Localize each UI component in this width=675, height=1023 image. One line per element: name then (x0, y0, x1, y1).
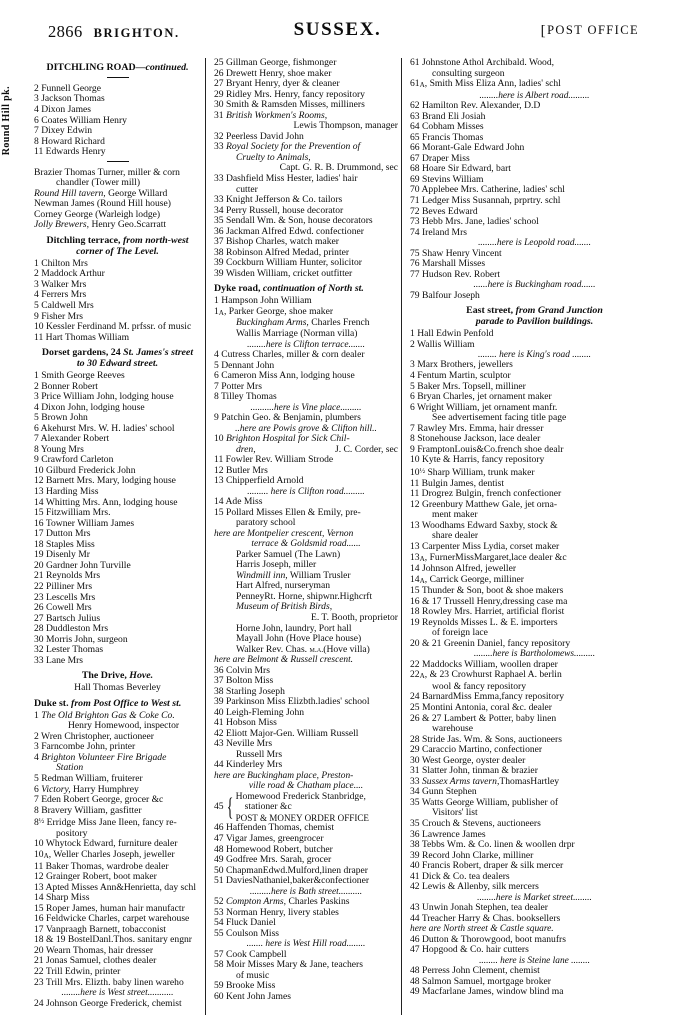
section-label: POST OFFICE (547, 23, 639, 37)
directory-entry: 12 Butler Mrs (214, 464, 268, 476)
directory-entry: 49 Macfarlane James, window blind ma (410, 986, 564, 998)
brace-number: 45 (214, 801, 224, 813)
entry-continuation: of foreign lace (432, 627, 488, 639)
here-is-marker: ........here is Market street........ (477, 892, 592, 903)
directory-entry: 19 Reynolds Misses L. & E. importers (410, 616, 558, 628)
street-heading: Dyke road, continuation of North st. (214, 283, 364, 295)
directory-entry: 11 Edwards Henry (34, 146, 106, 158)
directory-entry: 11 Fowler Rev. William Strode (214, 454, 334, 466)
here-is-marker: here are North street & Castle square. (410, 924, 554, 935)
directory-entry: 15 Pollard Misses Ellen & Emily, pre- (214, 506, 361, 518)
directory-entry-unnumbered: Wallis Marriage (Norman villa) (236, 328, 358, 340)
entry-continuation: warehouse (432, 723, 474, 735)
side-tag-round-hill-pk: Round Hill pk. (1, 86, 12, 156)
directory-entry: Round Hill tavern, George Willard (34, 187, 168, 199)
directory-entry: 7 Potter Mrs (214, 380, 262, 392)
directory-entry: $8^{\frac{1}{2}}$ Erridge Miss Jane Ileen, fancy re- (34, 816, 177, 829)
directory-entry-unnumbered: PenneyRt. Horne, shipwnr.Highcrft (236, 590, 373, 602)
directory-entry: 60 Kent John James (214, 990, 292, 1002)
directory-entry: 19 Disenly Mr (34, 549, 90, 561)
street-heading: Ditchling terrace, from north-west corner of The Level. (46, 235, 189, 257)
directory-entry: 11 Bulgin James, dentist (410, 477, 504, 489)
directory-entry: 5 Dennant John (214, 359, 275, 371)
directory-entry: 8 Howard Richard (34, 135, 105, 147)
entry-continuation: consulting surgeon (432, 67, 505, 79)
directory-entry: 33 Knight Jefferson & Co. tailors (214, 194, 343, 206)
entry-attribution: E. T. Booth, proprietor (310, 611, 398, 623)
brace-glyph: { (226, 794, 233, 822)
directory-entry: 6 Victory, Harry Humphrey (34, 783, 139, 795)
directory-entry: 9 Fisher Mrs (34, 310, 84, 322)
directory-entry: 4 Dixon John, lodging house (34, 401, 145, 413)
directory-entry: 31 Slatter John, tinman & brazier (410, 765, 538, 777)
directory-entry: 30 West George, oyster dealer (410, 754, 526, 766)
directory-entry: 2 Wallis William (410, 338, 475, 350)
brace-line: POST & MONEY ORDER OFFICE (235, 812, 369, 823)
directory-entry: 8 Young Mrs (34, 443, 84, 455)
directory-entry: 38 Robinson Alfred Medad, printer (214, 246, 350, 258)
directory-entry: 14 Johnson Alfred, jeweller (410, 563, 517, 575)
directory-entry: 1 Smith George Reeves (34, 370, 125, 382)
entry-continuation: Station (56, 762, 84, 774)
here-is-marker: ......... here is Clifton road......... (247, 486, 365, 497)
directory-entry: 29 Ridley Mrs. Henry, fancy repository (214, 88, 365, 100)
directory-entry: 13 Apted Misses Ann&Henrietta, day schl (34, 881, 197, 893)
here-is-marker: ........here is Leopold road....... (478, 238, 591, 249)
entry-continuation: cutter (236, 183, 258, 195)
directory-entry: 40 Leigh-Fleming John (214, 706, 305, 718)
directory-entry: 62 Hamilton Rev. Alexander, D.D (410, 100, 541, 112)
directory-entry: 22 Pilliner Mrs (34, 580, 93, 592)
running-head-county: SUSSEX. (293, 19, 382, 40)
directory-entry: 39 Wisden William, cricket outfitter (214, 267, 353, 279)
entry-continuation: share dealer (432, 530, 479, 542)
directory-entry-unnumbered: Buckingham Arms, Charles French (236, 317, 370, 329)
directory-entry: 18 & 19 BostelDanl.Thos. sanitary engnr (34, 934, 193, 946)
directory-entry: 14A, Carrick George, milliner (410, 573, 524, 585)
directory-entry: 3 Farncombe John, printer (34, 741, 136, 753)
directory-entry: 69 Stevins William (410, 173, 484, 185)
directory-entry: 6 Bryan Charles, jet ornament maker (410, 391, 552, 403)
directory-entry: 66 Morant-Gale Edward John (410, 142, 525, 154)
directory-entry: 14 Ade Miss (214, 496, 263, 508)
directory-entry: 14 Whitting Mrs. Ann, lodging house (34, 496, 178, 508)
directory-entry: 76 Marshall Misses (410, 258, 486, 270)
directory-entry-unnumbered: Walker Rev. Chas. m.a.(Hove villa) (236, 643, 370, 655)
directory-entry: 32 Peerless David John (214, 130, 304, 142)
directory-entry: 7 Alexander Robert (34, 433, 110, 445)
directory-entry: 12 Barnett Mrs. Mary, lodging house (34, 475, 176, 487)
directory-entry: 68 Hoare Sir Edward, bart (410, 163, 511, 175)
entry-continuation: pository (56, 827, 88, 839)
directory-entry: 43 Neville Mrs (214, 738, 273, 750)
directory-entry: 10 Whytock Edward, furniture dealer (34, 838, 178, 850)
directory-entry: 8 Tilley Thomas (214, 391, 277, 403)
directory-entry: 48 Salmon Samuel, mortgage broker (410, 975, 551, 987)
directory-entry: 35 Sendall Wm. & Son, house decorators (214, 215, 373, 227)
here-is-marker: terrace & Goldsmid road...... (251, 539, 361, 550)
here-is-marker: here are Belmont & Russell crescent. (214, 655, 354, 666)
directory-entry: 8 Bravery William, gasfitter (34, 804, 142, 816)
directory-entry: 10 Kessler Ferdinand M. prfssr. of music (34, 321, 192, 333)
directory-entry: 41 Dick & Co. tea dealers (410, 870, 510, 882)
directory-entry: 17 Dutton Mrs (34, 528, 91, 540)
brace-group (214, 792, 398, 824)
directory-entry: 1A, Parker George, shoe maker (214, 305, 334, 317)
entry-continuation: ment maker (432, 509, 478, 521)
here-is-marker: here are Buckingham place, Preston- (214, 771, 354, 782)
directory-entry: 15 Fitzwilliam Mrs. (34, 507, 111, 519)
directory-entry: 8 Stonehouse Jackson, lace dealer (410, 433, 541, 445)
directory-entry: 9 Patchin Geo. & Benjamin, plumbers (214, 412, 361, 424)
directory-entry: 20 & 21 Greenin Daniel, fancy repository (410, 637, 571, 649)
directory-entry: 12 Greenbury Matthew Gale, jet orna- (410, 498, 558, 510)
directory-entry-unnumbered: Hart Alfred, nurseryman (236, 580, 331, 592)
directory-entry: 5 Caldwell Mrs (34, 300, 94, 312)
directory-entry: 27 Bryant Henry, dyer & cleaner (214, 78, 340, 90)
directory-entry: 54 Fluck Daniel (214, 917, 276, 929)
directory-entry: 18 Staples Miss (34, 538, 95, 550)
directory-entry: 13 Carpenter Miss Lydia, corset maker (410, 540, 560, 552)
directory-entry: 48 Perress John Clement, chemist (410, 965, 540, 977)
directory-entry: Brazier Thomas Turner, miller & corn (34, 166, 180, 178)
directory-entry: 23 Trill Mrs. Elizth. baby linen wareho (34, 976, 184, 988)
directory-entry: 22A, & 23 Crowhurst Raphael A. berlin (410, 669, 562, 681)
directory-entry: 6 Akehurst Mrs. W. H. ladies' school (34, 422, 175, 434)
directory-entry: 11 Hart Thomas William (34, 331, 130, 343)
directory-entry: 43 Unwin Jonah Stephen, tea dealer (410, 902, 549, 914)
directory-entry: 38 Tebbs Wm. & Co. linen & woollen drpr (410, 839, 575, 851)
directory-entry: 61 Johnstone Athol Archibald. Wood, (410, 57, 555, 68)
columns-container (0, 58, 675, 1015)
entry-attribution: Capt. G. R. B. Drummond, sec (279, 162, 398, 174)
directory-entry: 6 Cameron Miss Ann, lodging house (214, 370, 355, 382)
directory-entry: 42 Eliott Major-Gen. William Russell (214, 727, 359, 739)
directory-entry: 6 Wright William, jet ornament manfr. (410, 401, 558, 413)
directory-entry: 64 Cobham Misses (410, 121, 484, 133)
column-2 (205, 58, 401, 1015)
directory-entry: 29 Caraccio Martino, confectioner (410, 744, 543, 756)
directory-entry: 52 Compton Arms, Charles Paskins (214, 896, 350, 908)
directory-entry: 9 FramptonLouis&Co.french shoe dealr (410, 443, 564, 455)
here-is-marker: ........here is Bartholomews......... (473, 649, 596, 660)
directory-entry: 24 BarnardMiss Emma,fancy repository (410, 691, 564, 703)
directory-entry: Newman James (Round Hill house) (34, 198, 171, 210)
directory-entry: 13A, FurnerMissMargaret,lace dealer &c (410, 551, 567, 563)
directory-entry-unnumbered: Mayall John (Hove Place house) (236, 633, 362, 645)
directory-entry: 4 Ferrers Mrs (34, 289, 87, 301)
directory-entry: 20 Wearn Thomas, hair dresser (34, 944, 154, 956)
directory-entry: $10^{\frac{1}{2}}$ Sharp William, trunk maker (410, 465, 535, 479)
directory-entry: 33 Royal Society for the Prevention of (214, 141, 361, 153)
directory-entry: 46 Haffenden Thomas, chemist (214, 822, 335, 834)
directory-entry: 3 Walker Mrs (34, 278, 87, 290)
column-1 (0, 58, 205, 1015)
directory-entry: 48 Homewood Robert, butcher (214, 843, 333, 855)
directory-entry: 12 Grainger Robert, boot maker (34, 871, 157, 883)
directory-entry: 2 Bonner Robert (34, 380, 98, 392)
directory-entry: 16 Feldwicke Charles, carpet warehouse (34, 913, 190, 925)
directory-entry: 10 Brighton Hospital for Sick Chil- (214, 433, 350, 445)
directory-entry: 73 Hebb Mrs. Jane, ladies' school (410, 216, 539, 228)
directory-entry: 16 Towner William James (34, 517, 135, 529)
column-3 (401, 58, 675, 1015)
directory-entry: 5 Redman William, fruiterer (34, 772, 143, 784)
directory-entry: Jolly Brewers, Henry Geo.Scarratt (34, 219, 167, 231)
street-heading: East street, from Grand Junction parade to Pavilion buildings. (466, 305, 603, 328)
street-heading: Duke st. from Post Office to West st. (34, 697, 182, 709)
directory-entry: 21 Reynolds Mrs (34, 570, 101, 582)
street-heading: Dorset gardens, 24 St. James's street to 30 Edward street. (41, 347, 194, 370)
directory-entry: 14 Sharp Miss (34, 892, 90, 904)
directory-entry: 5 Baker Mrs. Topsell, milliner (410, 380, 526, 392)
directory-entry: 17 Vanpraagh Barnett, tobacconist (34, 923, 166, 935)
directory-entry: 57 Cook Campbell (214, 948, 287, 960)
directory-entry: 24 Johnson George Frederick, chemist (34, 997, 182, 1009)
entry-continuation: See advertisement facing title page (432, 412, 567, 424)
directory-entry: 63 Brand Eli Josiah (410, 110, 486, 122)
directory-entry: 36 Lawrence James (410, 828, 486, 840)
here-is-marker: ville road & Chatham place.... (248, 781, 364, 792)
entry-continuation: dren, J. C. Corder, sec (236, 443, 398, 455)
section-rule (34, 75, 201, 82)
page-number: 2866 (48, 22, 83, 41)
directory-entry: 20 Gardner John Turville (34, 559, 131, 571)
directory-entry: Corney George (Warleigh lodge) (34, 208, 161, 220)
directory-entry: 67 Draper Miss (410, 152, 470, 164)
directory-entry: 36 Jackman Alfred Edwd. confectioner (214, 225, 364, 237)
directory-entry: 77 Hudson Rev. Robert (410, 268, 500, 280)
directory-entry: 26 Cowell Mrs (34, 602, 92, 614)
directory-entry: 38 Starling Joseph (214, 685, 285, 697)
brace-body (236, 792, 369, 824)
directory-entry: 1 Hampson John William (214, 295, 312, 307)
directory-entry: 2 Wren Christopher, auctioneer (34, 730, 155, 742)
directory-entry: 35 Crouch & Stevens, auctioneers (410, 818, 541, 830)
directory-entry: 26 & 27 Lambert & Potter, baby linen (410, 712, 557, 724)
directory-entry: 3 Marx Brothers, jewellers (410, 359, 513, 371)
directory-entry-unnumbered: Russell Mrs (236, 748, 283, 760)
here-is-marker: ..........here is Vine place......... (250, 402, 362, 413)
here-is-marker: ........ here is King's road ........ (477, 350, 592, 361)
directory-entry: 61A, Smith Miss Eliza Ann, ladies' schl (410, 78, 561, 90)
here-is-marker: ........here is West street........... (61, 988, 174, 999)
directory-entry: 4 Cutress Charles, miller & corn dealer (214, 348, 365, 360)
directory-entry-unnumbered: Museum of British Birds, (236, 601, 333, 613)
directory-entry: 32 Lester Thomas (34, 644, 104, 656)
directory-entry: 41 Hobson Miss (214, 717, 277, 729)
directory-entry: 37 Bolton Miss (214, 675, 274, 687)
directory-entry: 39 Parkinson Miss Elizbth.ladies' school (214, 696, 370, 708)
directory-entry: 1 The Old Brighton Gas & Coke Co. (34, 709, 175, 721)
directory-entry: 55 Coulson Miss (214, 927, 280, 939)
entry-continuation: wool & fancy repository (432, 680, 527, 692)
street-heading: DITCHLING ROAD—continued. (46, 62, 189, 73)
here-is-marker: ....... here is West Hill road........ (246, 939, 366, 950)
directory-entry: 27 Bartsch Julius (34, 612, 101, 624)
directory-entry: 39 Record John Clarke, milliner (410, 849, 534, 861)
directory-entry: 30 Smith & Ramsden Misses, milliners (214, 99, 365, 111)
directory-entry-unnumbered: Parker Samuel (The Lawn) (236, 548, 341, 560)
column-2-body (214, 58, 398, 1002)
directory-entry: 21 Jonas Samuel, clothes dealer (34, 955, 157, 967)
directory-entry: 1 Chilton Mrs (34, 257, 88, 269)
directory-entry: 18 Rowley Mrs. Harriet, artificial florist (410, 606, 565, 618)
brace-line: stationer &c (244, 801, 292, 813)
directory-entry: 34 Gunn Stephen (410, 786, 477, 798)
directory-entry: 33 Lane Mrs (34, 654, 84, 666)
directory-entry: 65 Francis Thomas (410, 131, 484, 143)
directory-entry: 28 Stride Jas. Wm. & Sons, auctioneers (410, 733, 562, 745)
directory-entry: 25 Gillman George, fishmonger (214, 57, 337, 68)
entry-continuation: paratory school (236, 517, 296, 529)
entry-continuation: chandler (Tower mill) (56, 177, 141, 189)
entry-continuation: Henry Homewood, inspector (68, 720, 180, 732)
entry-continuation: Visitors' list (432, 807, 478, 819)
directory-entry: 22 Trill Edwin, printer (34, 966, 121, 977)
directory-entry: 75 Shaw Henry Vincent (410, 247, 502, 259)
directory-entry: 39 Cockburn William Hunter, solicitor (214, 257, 362, 269)
directory-entry: 26 Drewett Henry, shoe maker (214, 67, 332, 79)
directory-entry: 6 Coates William Henry (34, 114, 127, 126)
directory-entry: 46 Dutton & Thorowgood, boot manufrs (410, 933, 566, 945)
directory-entry: 28 Duddleston Mrs (34, 623, 109, 635)
directory-entry: 15 Roper James, human hair manufactr (34, 902, 185, 914)
here-is-marker: ......here is Buckingham road...... (473, 280, 596, 291)
directory-entry: 10 Kyte & Harris, fancy repository (410, 454, 545, 466)
directory-entry: 44 Kinderley Mrs (214, 759, 283, 771)
directory-entry: 35 Watts George William, publisher of (410, 796, 559, 808)
directory-entry: 72 Beves Edward (410, 205, 478, 217)
directory-entry: 74 Ireland Mrs (410, 226, 468, 238)
directory-entry: 13 Harding Miss (34, 486, 99, 498)
directory-entry: 59 Brooke Miss (214, 980, 276, 992)
brace-line: Homewood Frederick Stanbridge, (235, 790, 366, 802)
directory-entry: 47 Hopgood & Co. hair cutters (410, 944, 529, 956)
directory-entry: 47 Vigar James, greengrocer (214, 833, 324, 845)
directory-entry: 58 Moir Misses Mary & Jane, teachers (214, 959, 363, 971)
here-is-marker: ........here is Albert road......... (479, 90, 590, 101)
directory-entry: 2 Maddock Arthur (34, 268, 105, 280)
directory-entry-unnumbered: Horne John, laundry, Port hall (236, 622, 352, 634)
directory-entry: 13 Woodhams Edward Saxby, stock & (410, 519, 558, 531)
directory-entry: 15 Thunder & Son, boot & shoe makers (410, 585, 564, 597)
directory-entry: 4 Dixon James (34, 104, 92, 115)
directory-entry: 23 Lescells Mrs (34, 591, 96, 603)
directory-entry: 5 Brown John (34, 412, 88, 424)
directory-entry: 10A, Weller Charles Joseph, jeweller (34, 848, 175, 860)
here-is-marker: ........here is Clifton terrace....... (247, 339, 365, 350)
directory-entry: 4 Fentum Martin, sculptor (410, 370, 511, 382)
directory-entry-unnumbered: Harris Joseph, miller (236, 559, 317, 571)
here-is-marker: .........here is Bath street.......... (249, 886, 363, 897)
directory-entry: 22 Maddocks William, woollen draper (410, 658, 558, 670)
directory-entry: 10 Gilburd Frederick John (34, 464, 136, 476)
section-rule (34, 159, 201, 166)
directory-entry: 7 Eden Robert George, grocer &c (34, 794, 164, 806)
directory-entry: 31 British Workmen's Rooms, (214, 109, 328, 121)
entry-continuation: Cruelty to Animals, (236, 151, 311, 163)
directory-entry: 42 Lewis & Allenby, silk mercers (410, 881, 539, 893)
here-is-marker: ..here are Powis grove & Clifton hill.. (235, 423, 377, 434)
running-head-section (541, 23, 639, 40)
directory-entry: 13 Chipperfield Arnold (214, 475, 304, 487)
directory-entry-unnumbered: Hall Thomas Beverley (74, 682, 161, 694)
directory-entry: 11 Baker Thomas, wardrobe dealer (34, 860, 169, 872)
bracket-glyph: [ (540, 23, 548, 39)
directory-entry: 3 Price William John, lodging house (34, 391, 174, 403)
directory-entry: 79 Balfour Joseph (410, 289, 480, 301)
directory-entry: 34 Perry Russell, house decorator (214, 204, 344, 216)
directory-entry: 25 Montini Antonia, coral &c. dealer (410, 702, 553, 714)
here-is-marker: ........ here is Steine lane ........ (479, 955, 590, 966)
directory-entry: 36 Colvin Mrs (214, 664, 270, 676)
directory-entry: 53 Norman Henry, livery stables (214, 906, 339, 918)
column-1-body (34, 63, 201, 1009)
directory-entry: 51 DaviesNathaniel,baker&confectioner (214, 875, 370, 887)
directory-entry: 7 Dixey Edwin (34, 125, 93, 137)
directory-entry: 16 & 17 Trussell Henry,dressing case ma (410, 595, 568, 607)
here-is-marker: here are Montpelier crescent, Vernon (214, 528, 354, 539)
directory-entry: 11 Drogrez Bulgin, french confectioner (410, 488, 562, 500)
directory-entry: 37 Bishop Charles, watch maker (214, 236, 339, 248)
directory-entry: 49 Godfree Mrs. Sarah, grocer (214, 854, 332, 866)
directory-entry: 33 Sussex Arms tavern,ThomasHartley (410, 775, 560, 787)
directory-entry: 9 Crawford Carleton (34, 454, 114, 466)
column-3-body (410, 58, 659, 998)
directory-entry: 1 Hall Edwin Penfold (410, 327, 494, 339)
directory-entry: 7 Rawley Mrs. Emma, hair dresser (410, 422, 544, 434)
running-head-town: BRIGHTON. (93, 26, 180, 40)
entry-continuation: of music (236, 969, 270, 981)
directory-entry: 2 Funnell George (34, 82, 101, 94)
street-heading: The Drive, Hove. (81, 670, 154, 682)
directory-entry-unnumbered: Windmill inn, William Trusler (236, 569, 351, 581)
directory-entry: 3 Jackson Thomas (34, 93, 105, 105)
directory-entry: 4 Brighton Volunteer Fire Brigade (34, 751, 167, 763)
directory-entry: 50 ChapmanEdwd.Mulford,linen draper (214, 864, 368, 876)
directory-entry: 40 Francis Robert, draper & silk mercer (410, 860, 564, 872)
directory-entry: 33 Dashfield Miss Hester, ladies' hair (214, 173, 358, 185)
directory-entry: 30 Morris John, surgeon (34, 633, 128, 645)
directory-entry: 44 Treacher Harry & Chas. booksellers (410, 912, 561, 924)
entry-attribution: Lewis Thompson, manager (293, 120, 398, 132)
directory-entry: 70 Applebee Mrs. Catherine, ladies' schl (410, 184, 565, 196)
directory-entry: 71 Ledger Miss Susannah, prprtry. schl (410, 194, 561, 206)
